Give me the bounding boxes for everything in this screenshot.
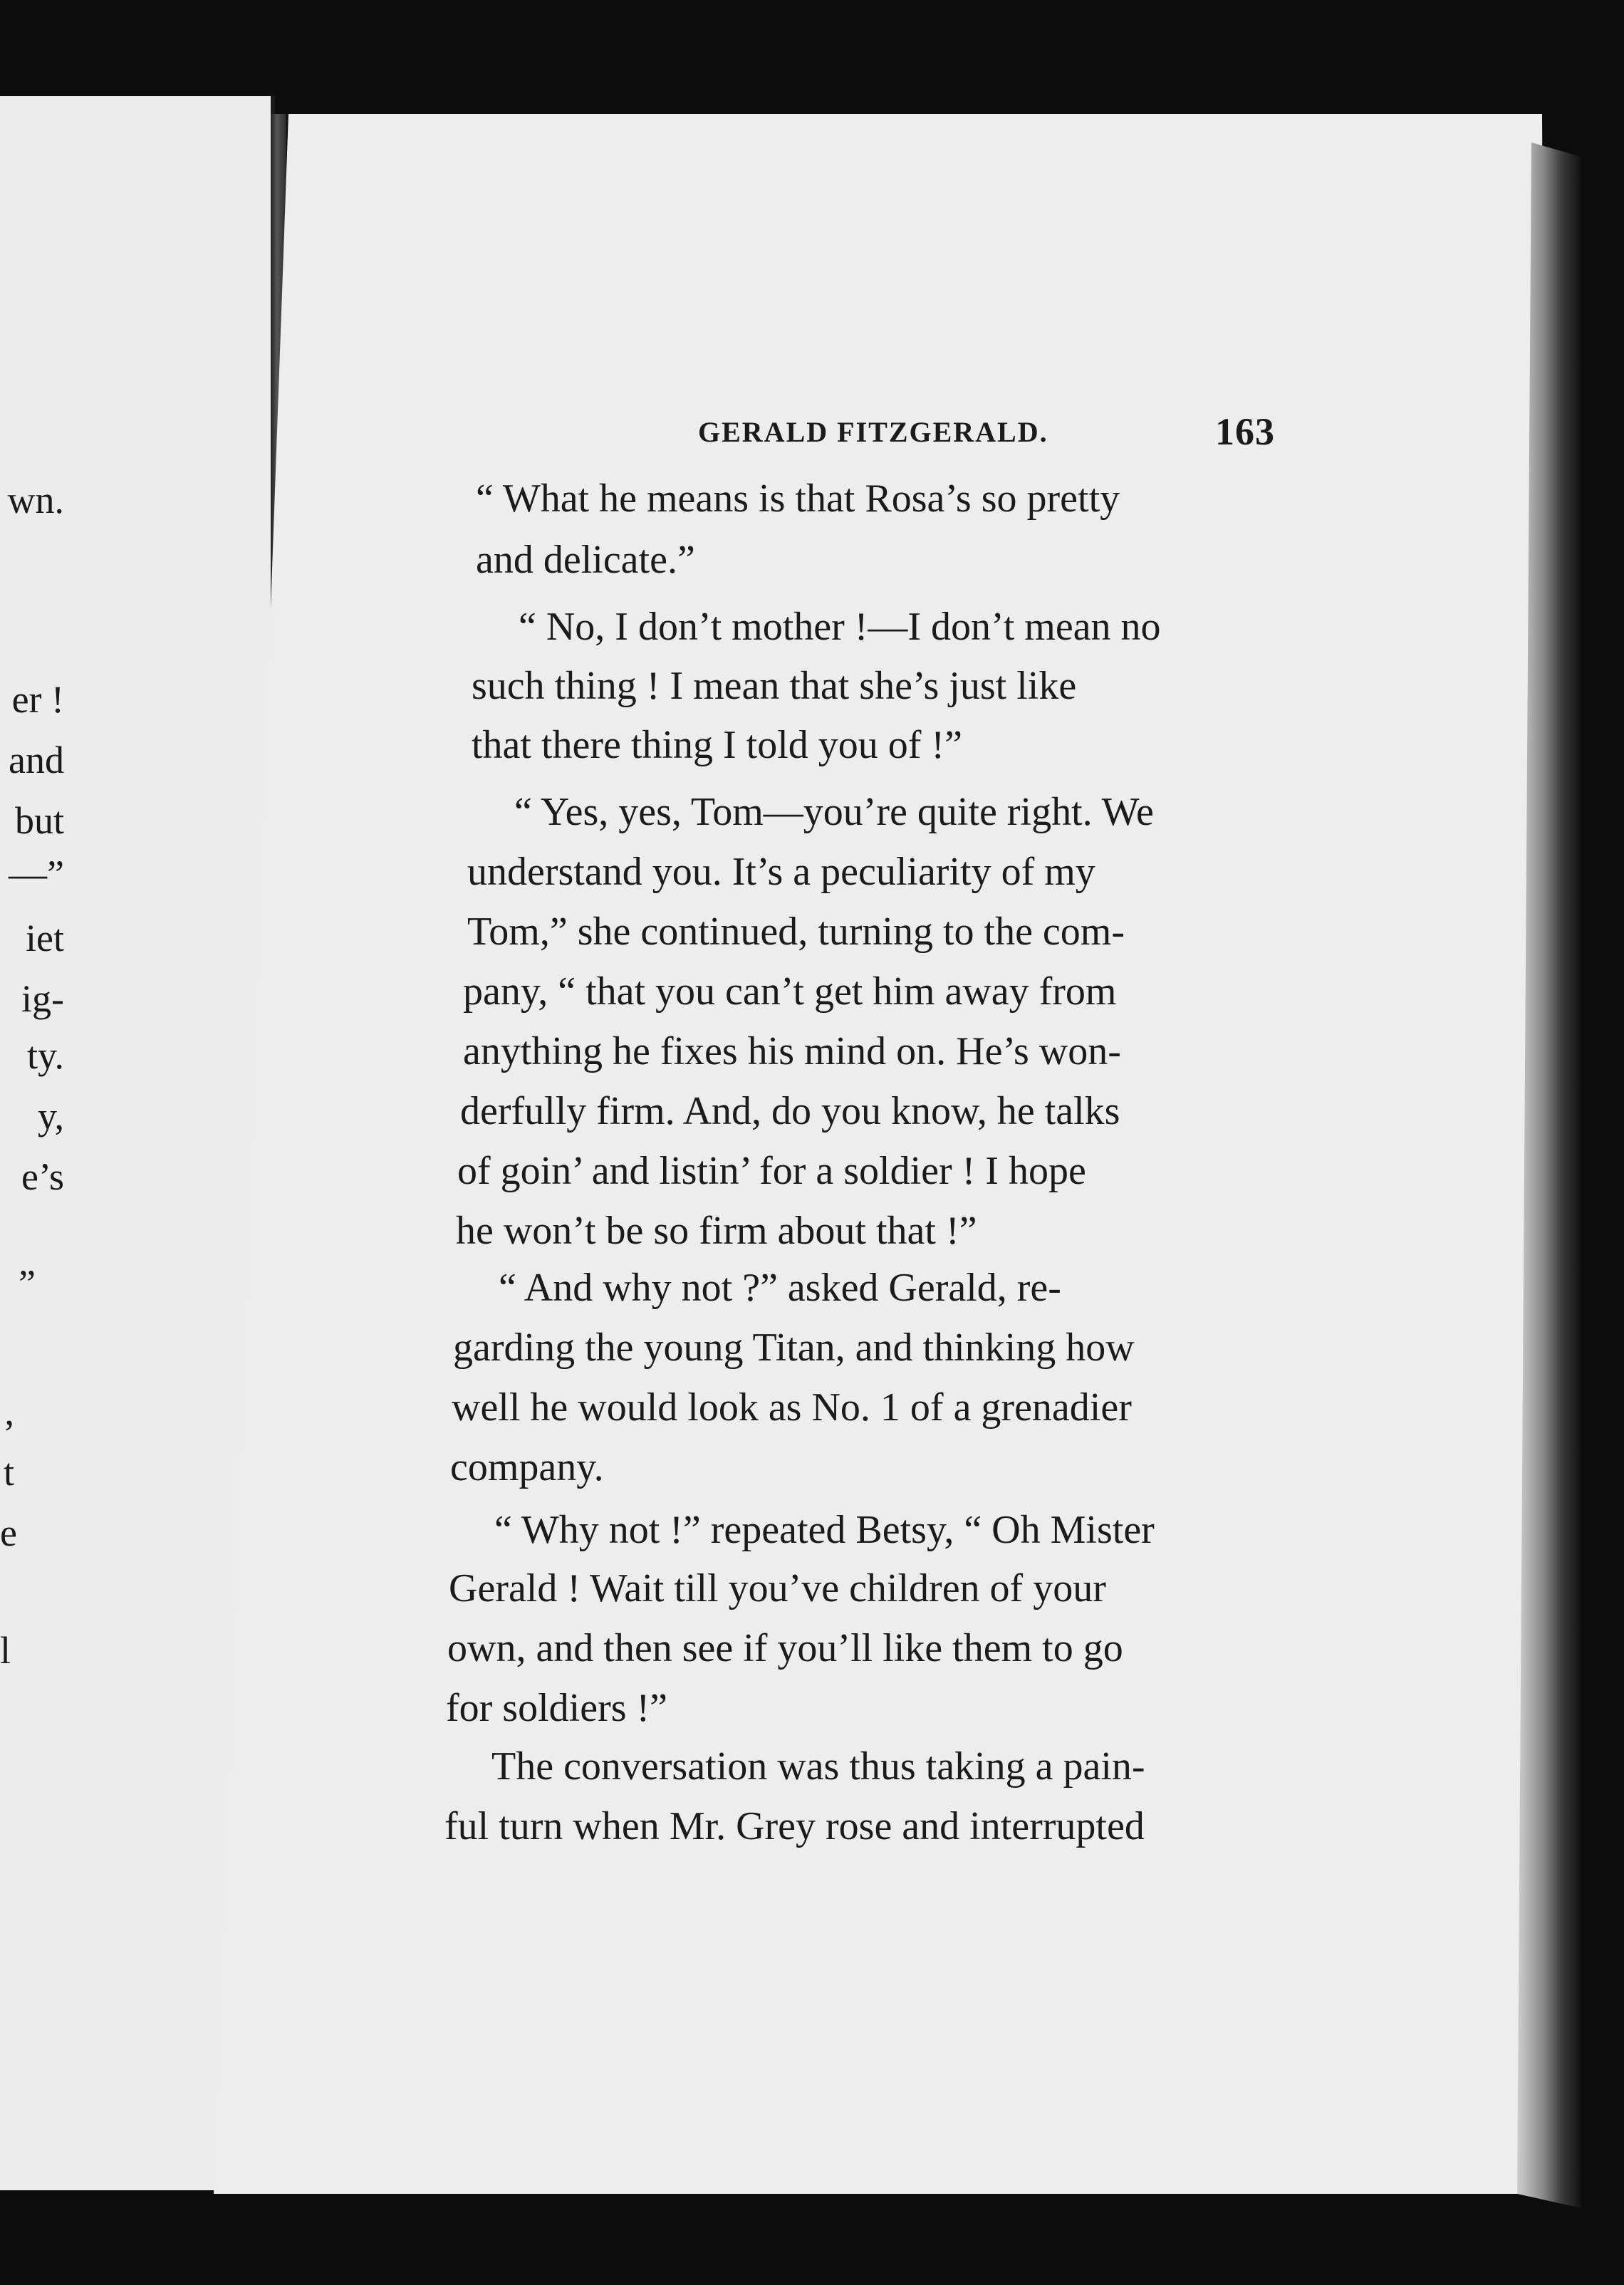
text-line: for soldiers !” [446, 1686, 668, 1730]
text-line: Gerald ! Wait till you’ve children of your [449, 1566, 1106, 1610]
left-page-fragment: and [9, 739, 64, 781]
text-line: “ Yes, yes, Tom—you’re quite right. We [514, 790, 1154, 834]
text-line: pany, “ that you can’t get him away from [463, 969, 1117, 1014]
text-line: derfully firm. And, do you know, he talks [460, 1089, 1120, 1133]
left-page-fragment: ig- [21, 977, 64, 1020]
left-page-fragment: e [0, 1511, 17, 1554]
left-page-fragment: er ! [11, 678, 64, 721]
text-line: anything he fixes his mind on. He’s won- [463, 1029, 1121, 1073]
text-line: The conversation was thus taking a pain- [491, 1744, 1145, 1789]
text-line: he won’t be so firm about that !” [456, 1209, 977, 1253]
text-line: Tom,” she continued, turning to the com- [467, 910, 1125, 954]
text-line: of goin’ and listin’ for a soldier ! I hope [457, 1149, 1086, 1193]
text-line: understand you. It’s a peculiarity of my [467, 850, 1095, 894]
left-page-fragment: e’s [21, 1155, 64, 1198]
text-line: “ Why not !” repeated Betsy, “ Oh Mister [494, 1508, 1155, 1552]
text-line: and delicate.” [476, 538, 695, 582]
left-page-fragment: iet [26, 917, 64, 959]
left-page-fragment: l [0, 1629, 11, 1672]
text-line: “ What he means is that Rosa’s so pretty [476, 477, 1120, 521]
left-page-fragment: ty. [27, 1034, 64, 1077]
left-page-fragment: t [3, 1451, 14, 1494]
running-head: GERALD FITZGERALD. [698, 416, 1048, 448]
text-line: that there thing I told you of !” [472, 723, 962, 767]
text-line: ful turn when Mr. Grey rose and interrupted [444, 1804, 1145, 1848]
text-line: “ And why not ?” asked Gerald, re- [499, 1266, 1061, 1310]
left-page-fragment: wn. [7, 479, 64, 521]
text-line: own, and then see if you’ll like them to go [447, 1626, 1123, 1670]
left-page-fragment: , [4, 1390, 14, 1433]
text-line: “ No, I don’t mother !—I don’t mean no [519, 605, 1161, 649]
left-page-fragment: y, [38, 1095, 64, 1138]
text-line: garding the young Titan, and thinking how [453, 1326, 1135, 1370]
text-line: company. [450, 1445, 604, 1489]
page-number: 163 [1215, 410, 1275, 453]
left-page-fragment: ” [19, 1262, 36, 1305]
left-page-fragment: but [14, 799, 64, 842]
text-line: well he would look as No. 1 of a grenadier [452, 1385, 1132, 1430]
left-page-fragment: —” [9, 853, 64, 895]
text-line: such thing ! I mean that she’s just like [472, 664, 1077, 708]
